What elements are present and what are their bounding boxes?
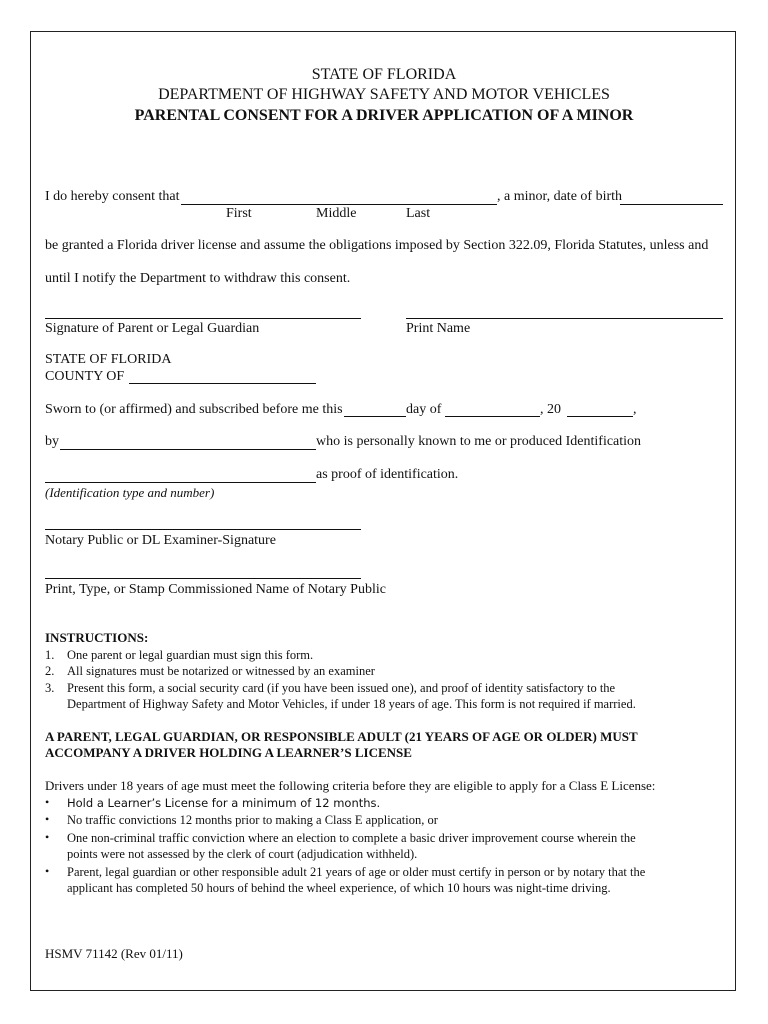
- consent-text-line2: be granted a Florida driver license and assume the obligations imposed by Section 322.09, Florida Statutes, unless and: [45, 238, 709, 253]
- bullet-icon: •: [45, 864, 50, 878]
- parent-signature-field[interactable]: [45, 318, 361, 319]
- bullet-icon: •: [45, 812, 50, 826]
- examiner-signature-label: Notary Public or DL Examiner-Signature: [45, 533, 276, 548]
- commissioned-name-label: Print, Type, or Stamp Commissioned Name of Notary Public: [45, 582, 386, 597]
- page-title: PARENTAL CONSENT FOR A DRIVER APPLICATION OF A MINOR: [134, 107, 634, 124]
- day-field[interactable]: [344, 416, 406, 417]
- commissioned-name-field[interactable]: [45, 578, 361, 579]
- warning-line1: A PARENT, LEGAL GUARDIAN, OR RESPONSIBLE ADULT (21 YEARS OF AGE OR OLDER) MUST: [45, 729, 638, 744]
- criteria-intro: Drivers under 18 years of age must meet the following criteria before they are eligible to apply for a Class E License:: [45, 778, 656, 793]
- year-field[interactable]: [567, 416, 633, 417]
- identification-field[interactable]: [45, 482, 316, 483]
- sworn-text: Sworn to (or affirmed) and subscribed before me this: [45, 402, 343, 417]
- proof-label: as proof of identification.: [316, 467, 459, 482]
- by-label: by: [45, 434, 59, 449]
- bullet-icon: •: [45, 795, 50, 809]
- criteria-item: Hold a Learner’s License for a minimum of 12 months.: [67, 796, 381, 810]
- notary-state: STATE OF FLORIDA: [45, 352, 172, 367]
- bullet-icon: •: [45, 830, 50, 844]
- print-name-label: Print Name: [406, 321, 471, 336]
- day-of-label: day of: [406, 402, 442, 417]
- instruction-number: 3.: [45, 681, 55, 695]
- criteria-item: Parent, legal guardian or other responsible adult 21 years of age or older must certify in person or by notary that the: [67, 865, 646, 879]
- instruction-number: 1.: [45, 648, 55, 662]
- print-name-field[interactable]: [406, 318, 723, 319]
- instruction-text: One parent or legal guardian must sign this form.: [67, 648, 314, 662]
- by-suffix-text: who is personally known to me or produced Identification: [316, 434, 642, 449]
- minor-name-field[interactable]: [181, 204, 497, 205]
- instructions-heading: INSTRUCTIONS:: [45, 630, 149, 645]
- last-name-label: Last: [406, 206, 431, 221]
- year-suffix: ,: [633, 402, 637, 417]
- middle-name-label: Middle: [316, 206, 357, 221]
- by-name-field[interactable]: [60, 449, 316, 450]
- consent-prefix: I do hereby consent that: [45, 189, 180, 204]
- instruction-text: Department of Highway Safety and Motor Vehicles, if under 18 years of age. This form is not required if married.: [67, 697, 636, 711]
- county-field[interactable]: [129, 383, 316, 384]
- first-name-label: First: [226, 206, 252, 221]
- parent-signature-label: Signature of Parent or Legal Guardian: [45, 321, 260, 336]
- year-prefix: , 20: [540, 402, 561, 417]
- criteria-item: applicant has completed 50 hours of behind the wheel experience, of which 10 hours was night-time driving.: [67, 881, 611, 895]
- criteria-item: points were not assessed by the clerk of court (adjudication withheld).: [67, 847, 418, 861]
- date-of-birth-field[interactable]: [620, 204, 723, 205]
- criteria-item: One non-criminal traffic conviction where an election to complete a basic driver improvement course wherein the: [67, 831, 636, 845]
- notary-county-label: COUNTY OF: [45, 369, 125, 384]
- warning-line2: ACCOMPANY A DRIVER HOLDING A LEARNER’S LICENSE: [45, 745, 412, 760]
- instruction-number: 2.: [45, 664, 55, 678]
- consent-text-line3: until I notify the Department to withdraw this consent.: [45, 271, 351, 286]
- instruction-text: Present this form, a social security card (if you have been issued one), and proof of identity satisfactory to the: [67, 681, 616, 695]
- month-field[interactable]: [445, 416, 540, 417]
- form-number: HSMV 71142 (Rev 01/11): [45, 946, 183, 961]
- instruction-text: All signatures must be notarized or witnessed by an examiner: [67, 664, 375, 678]
- header-state: STATE OF FLORIDA: [311, 66, 457, 83]
- identification-hint: (Identification type and number): [45, 485, 215, 500]
- header-department: DEPARTMENT OF HIGHWAY SAFETY AND MOTOR VEHICLES: [158, 86, 610, 103]
- criteria-item: No traffic convictions 12 months prior to making a Class E application, or: [67, 813, 438, 827]
- examiner-signature-field[interactable]: [45, 529, 361, 530]
- consent-suffix: , a minor, date of birth: [497, 189, 623, 204]
